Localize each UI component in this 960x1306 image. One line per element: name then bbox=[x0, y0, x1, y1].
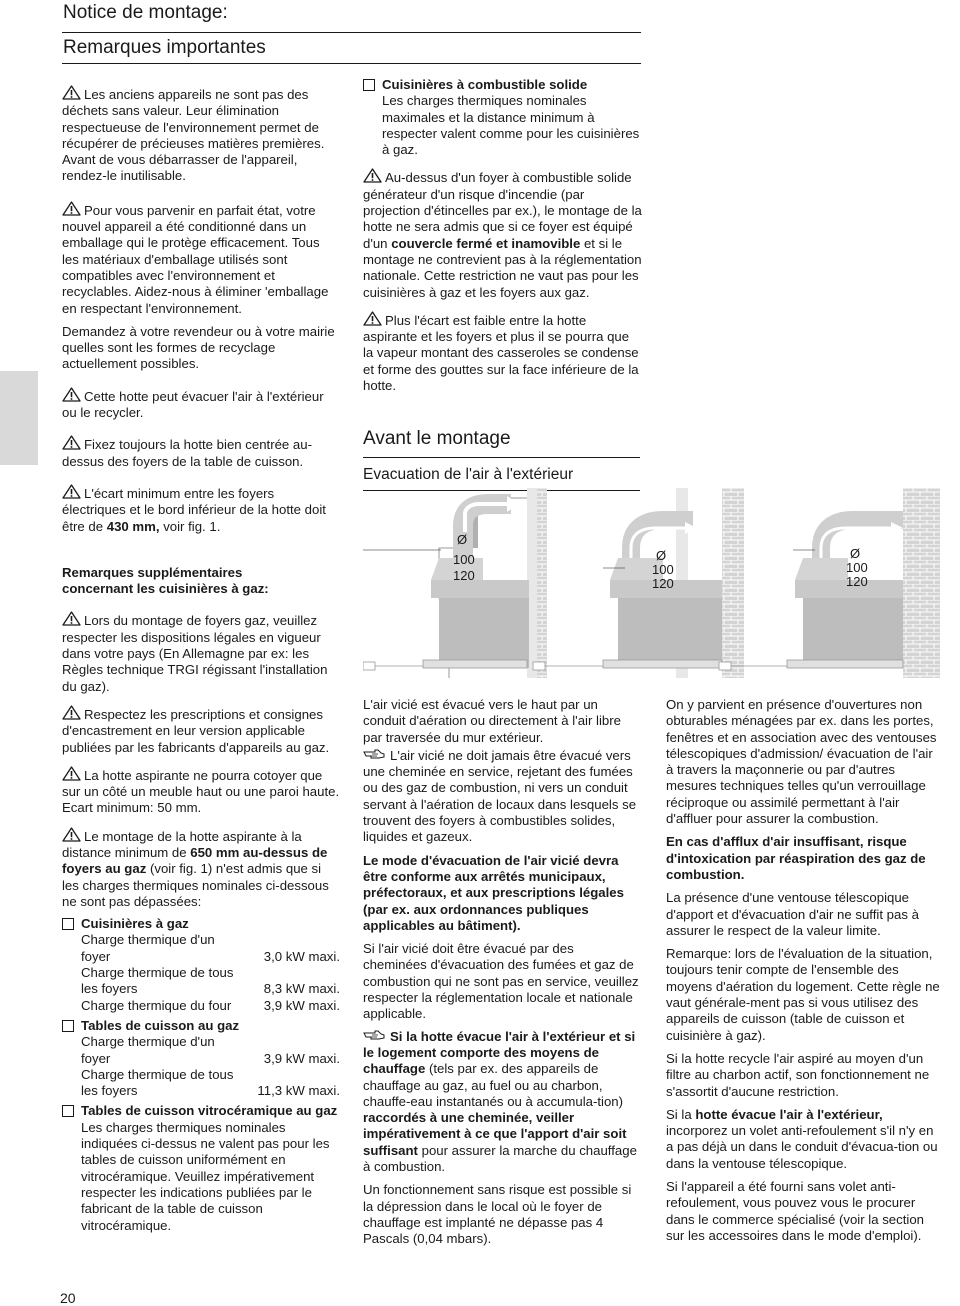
paragraph-solid-fuel-warning: Au-dessus d'un foyer à combustible solide générateur d'un risque d'incendie (par projection d'étincelles par ex.), le montage de la hotte ne sera admis que si ce foyer est équipé d'un couvercle fermé et inamovible et si le montage ne contrevient pas à la réglementation nationale. Cette restriction ne vaut pas pour les cuisinières à gaz et les foyers aux gaz. bbox=[363, 170, 642, 300]
paragraph-openings: On y parvient en présence d'ouvertures non obturables ménagées par ex. dans les portes, fenêtres et en association avec des ventouses télescopiques d'admission/ évacuation de l'air à travers la maçonnerie ou par d'autres mesures techniques telles qu'un verrouillage réciproque ou assimilé permettant à l'air d'affluer pour assurer la combustion. bbox=[666, 697, 937, 827]
paragraph-remark: Remarque: lors de l'évaluation de la situation, toujours tenir compte de l'ensemble des moyens d'aération du logement. Cette règle ne vaut générale-ment pas si vous utilisez des appareils de cuisson (table de cuisson et cuisinière à gaz). bbox=[666, 946, 940, 1043]
gas-heading: Remarques supplémentaires concernant les cuisinières à gaz: bbox=[62, 564, 269, 597]
checkbox-icon bbox=[62, 1020, 74, 1032]
diameter-120-label: 120 bbox=[652, 576, 674, 591]
page-number: 20 bbox=[60, 1290, 76, 1306]
paragraph-valve-purchase: Si l'appareil a été fourni sans volet anti-refoulement, vous pouvez vous le procurer dans le commerce spécialisé (voir la section sur les accessoires dans le mode d'emploi). bbox=[666, 1179, 924, 1243]
worktop bbox=[423, 660, 527, 668]
paragraph-non-return-valve: Si la hotte évacue l'air à l'extérieur, incorporez un volet anti-refoulement s'il n'y en a pas déjà un dans le conduit d'évacua-tion ou dans la ventouse télescopique. bbox=[666, 1106, 938, 1171]
warning-icon bbox=[62, 611, 81, 626]
checklist-solid-fuel: Cuisinières à combustible solide Les charges thermiques nominales maximales et la distance minimum à respecter valent comme pour les cuisinières à gaz. bbox=[363, 77, 643, 158]
paragraph-packaging: Pour vous parvenir en parfait état, votre nouvel appareil a été conditionné dans un emballage qui le protège efficacement. Tous les matériaux d'emballage utilisés sont compatibles avec l'environnement et recyclables. Aidez-nous à éliminer 'emballage en respectant l'environnement. bbox=[62, 202, 329, 316]
diameter-label: Ø bbox=[656, 548, 667, 563]
cabinet bbox=[618, 598, 722, 668]
middle-column bbox=[363, 697, 641, 1248]
header-rule bbox=[62, 32, 641, 33]
warning-icon bbox=[62, 85, 81, 100]
worktop-end bbox=[533, 662, 545, 670]
duct-flow bbox=[463, 504, 511, 558]
warning-icon bbox=[62, 387, 81, 402]
paragraph-centered: Fixez toujours la hotte bien centrée au-dessus des foyers de la table de cuisson. bbox=[62, 437, 312, 469]
paragraph-heating-warning: Si la hotte évacue l'air à l'extérieur et si le logement comporte des moyens de chauffage (tels par ex. des appareils de chauffage au gaz, au fuel ou au charbon, chauffe-eau instantanés ou à accumula-tion) raccordés à une cheminée, veiller impérativement à ce que l'apport d'air soit suffisant pour assurer la marche du chauffage à combustion. bbox=[363, 1028, 637, 1175]
paragraph-never-chimney: L'air vicié ne doit jamais être évacué vers une cheminée en service, rejetant des fumées ou des gaz de combustion, ni vers un conduit servant à l'aération de locaux dans lesquels se trouvent des foyers à combustibles solides, liquides et gazeux. bbox=[363, 747, 637, 845]
heading-avant-le-montage: Avant le montage bbox=[363, 428, 511, 449]
pointing-hand-icon bbox=[363, 1029, 385, 1041]
paragraph-recirculation: Si la hotte recycle l'air aspiré au moyen d'un filtre au charbon actif, son fonctionnement ne s'assortit d'aucune restriction. bbox=[666, 1050, 930, 1099]
side-tab-marker bbox=[0, 371, 38, 465]
paragraph-inactive-chimney: Si l'air vicié doit être évacué par des cheminées d'évacuation des fumées et gaz de combustion qui ne sont pas en service, veuillez respecter la réglementation locale et nationale applicable. bbox=[363, 941, 639, 1022]
document-header-title: Notice de montage: bbox=[63, 2, 228, 23]
avant-le-montage-block bbox=[363, 428, 643, 491]
paragraph-old-appliances: Les anciens appareils ne sont pas des déchets sans valeur. Leur élimination respectueuse de l'environnement permet de récupérer de précieuses matières premières. Avant de vous débarrasser de l'appareil, rendez-le inutilisable. bbox=[62, 87, 325, 184]
paragraph-minimum-distance: L'écart minimum entre les foyers électriques et le bord inférieur de la hotte doit être de 430 mm, voir fig. 1. bbox=[62, 485, 326, 534]
paragraph-regulations: Le mode d'évacuation de l'air vicié devra être conforme aux arrêtés municipaux, préfectoraux, et aux prescriptions légales (par ex. aux ordonnances publiques applicables au bâtiment). bbox=[363, 852, 624, 933]
checklist-gas-hobs: Tables de cuisson au gaz Charge thermique d'un foyer 3,9 kW maxi. Charge thermique de tous les foyers 11,3 kW maxi. bbox=[62, 1018, 340, 1099]
warning-icon bbox=[363, 168, 382, 183]
diameter-100-label: 100 bbox=[652, 562, 674, 577]
paragraph-side-distance: La hotte aspirante ne pourra cotoyer que sur un côté un meuble haut ou une paroi haute. Ecart minimum: 50 mm. bbox=[62, 767, 340, 816]
left-column bbox=[62, 85, 340, 1234]
section-rule bbox=[62, 63, 641, 64]
worktop-end bbox=[363, 662, 375, 670]
worktop bbox=[787, 660, 903, 668]
warning-icon bbox=[62, 201, 81, 216]
pointing-hand-icon bbox=[363, 748, 385, 760]
warning-icon bbox=[62, 484, 81, 499]
figure-panel-wall-exit bbox=[533, 488, 744, 678]
cabinet bbox=[439, 598, 529, 668]
warning-icon bbox=[62, 705, 81, 720]
right-column bbox=[666, 697, 942, 1244]
checkbox-icon bbox=[62, 918, 74, 930]
worktop bbox=[603, 660, 722, 668]
figure-panel-roof-duct bbox=[719, 488, 940, 678]
diameter-label: Ø bbox=[850, 546, 861, 561]
paragraph-air-exhaust: Cette hotte peut évacuer l'air à l'extérieur ou le recycler. bbox=[62, 388, 324, 421]
wall bbox=[537, 488, 547, 678]
checkbox-icon bbox=[363, 79, 375, 91]
paragraph-exhaust-up: L'air vicié est évacué vers le haut par un conduit d'aération ou directement à l'air libre par traversée du mur extérieur. bbox=[363, 697, 621, 745]
paragraph-recycling: Demandez à votre revendeur ou à votre mairie quelles sont les formes de recyclage actuellement possibles. bbox=[62, 323, 335, 372]
warning-icon bbox=[62, 435, 81, 450]
checklist-vitroceramic: Tables de cuisson vitrocéramique au gaz Les charges thermiques nominales indiquées ci-dessus ne valent pas pour les tables de cuisson uniformément en vitrocéramique. Veuillez impérativement respecter les indications publiées par le fabricant de la table de cuisson vitrocéramique. bbox=[62, 1103, 340, 1233]
diameter-120-label: 120 bbox=[846, 574, 868, 589]
right-top-column bbox=[363, 77, 643, 394]
cabinet bbox=[803, 598, 903, 668]
heading-evacuation: Evacuation de l'air à l'extérieur bbox=[363, 466, 574, 483]
warning-icon bbox=[62, 827, 81, 842]
paragraph-gas-instructions: Respectez les prescriptions et consignes d'encastrement en leur version applicable publiées par les fabricants d'appareils au gaz. bbox=[62, 706, 330, 755]
figure-panel-vertical-duct bbox=[363, 488, 547, 678]
warning-icon bbox=[62, 766, 81, 781]
paragraph-gas-distance: Le montage de la hotte aspirante à la distance minimum de 650 mm au-dessus de foyers au gaz (voir fig. 1) n'est admis que si les charges thermiques nominales ci-dessous ne sont pas dépassées: bbox=[62, 828, 329, 909]
hood-chimney bbox=[795, 558, 848, 580]
paragraph-gas-regulations: Lors du montage de foyers gaz, veuillez respecter les dispositions légales en vigueur dans votre pays (En Allemagne par ex: les Règles technique TRGI régissant l'installation du gaz). bbox=[62, 613, 328, 694]
paragraph-telescopic: La présence d'une ventouse télescopique d'apport et d'évacuation d'air ne suffit pas à assurer le respect de la valeur limite. bbox=[666, 890, 919, 938]
diameter-label: Ø bbox=[457, 532, 468, 547]
checkbox-icon bbox=[62, 1105, 74, 1117]
warning-icon bbox=[363, 311, 382, 326]
heading-rule bbox=[363, 457, 640, 458]
wall bbox=[722, 488, 744, 678]
diameter-100-label: 100 bbox=[846, 560, 868, 575]
diameter-100-label: 100 bbox=[453, 552, 475, 567]
checklist-gas-cookers: Cuisinières à gaz Charge thermique d'un foyer 3,0 kW maxi. Charge thermique de tous les foyers 8,3 kW maxi. Charge thermique du four 3,9 kW maxi. bbox=[62, 916, 340, 1014]
section-title: Remarques importantes bbox=[63, 37, 266, 58]
paragraph-intoxication-risk: En cas d'afflux d'air insuffisant, risque d'intoxication par réaspiration des gaz de combustion. bbox=[666, 834, 926, 882]
paragraph-condensation: Plus l'écart est faible entre la hotte aspirante et les foyers et plus il se pourra que la vapeur montant des casseroles se condense et forme des gouttes sur la face inférieure de la hotte. bbox=[363, 312, 639, 394]
paragraph-depression: Un fonctionnement sans risque est possible si la dépression dans le local où le foyer de chauffage est implanté ne dépasse pas 4 Pascals (0,04 mbars). bbox=[363, 1182, 632, 1247]
exhaust-figure bbox=[363, 488, 940, 678]
worktop-end bbox=[719, 662, 731, 670]
hood bbox=[431, 580, 529, 598]
diameter-120-label: 120 bbox=[453, 568, 475, 583]
wall bbox=[903, 488, 940, 678]
